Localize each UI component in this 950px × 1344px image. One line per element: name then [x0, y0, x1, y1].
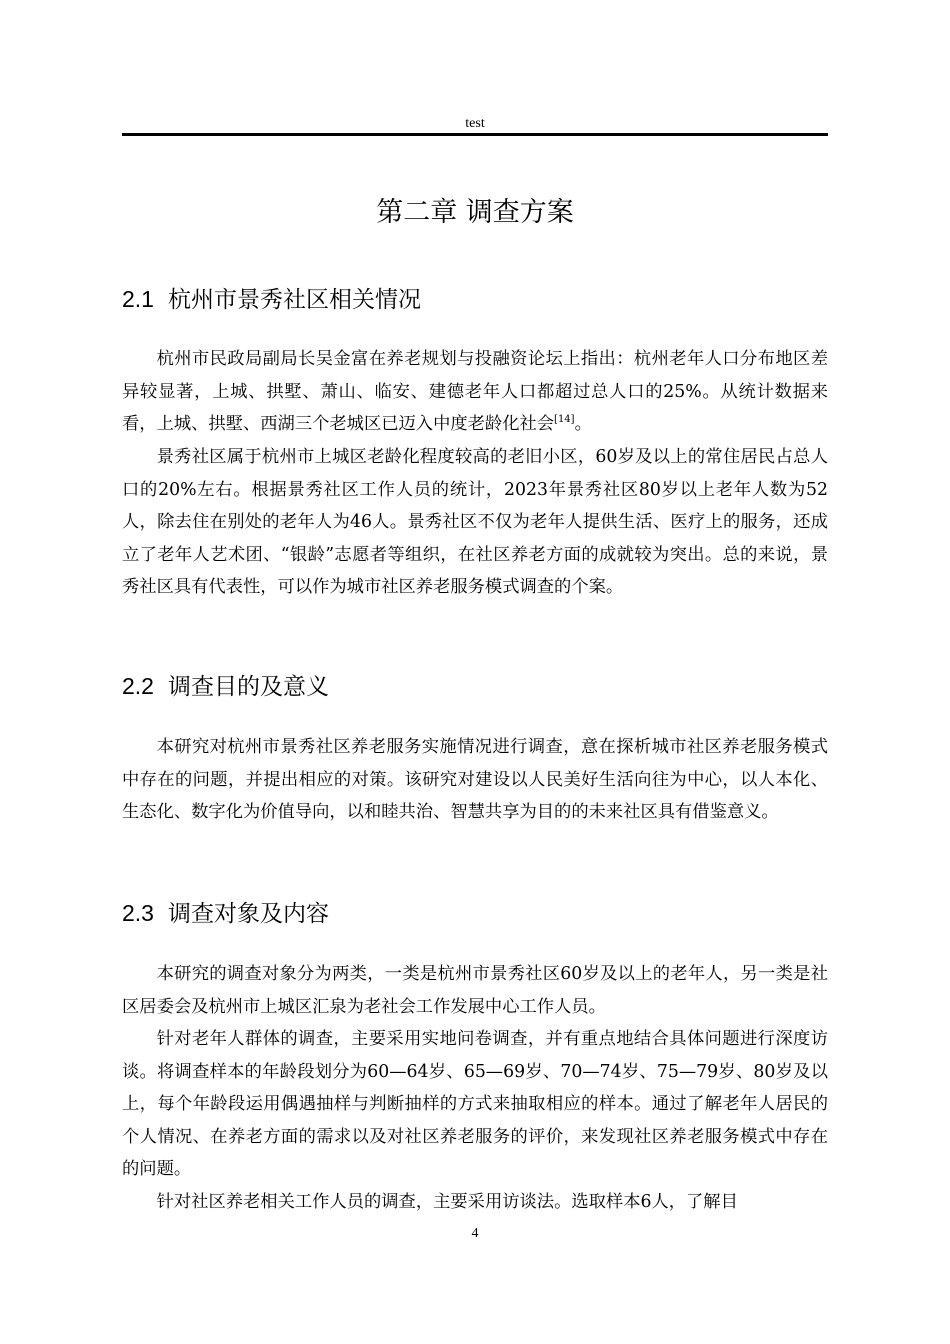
paragraph-text: 杭州市民政局副局长吴金富在养老规划与投融资论坛上指出：杭州老年人口分布地区差异较显著，上城、拱墅、萧山、临安、建德老年人口都超过总人口的25%。从统计数据来看，上城、拱墅、西湖三个老城区已迈入中度老龄化社会 — [122, 349, 828, 434]
section-heading-2-3 — [122, 895, 329, 928]
header-rule — [122, 133, 828, 136]
chapter-title: 第二章 调查方案 — [376, 197, 574, 228]
section-title-text: 调查对象及内容 — [167, 901, 329, 927]
section-number: 2.1 — [122, 286, 154, 312]
paragraph: 本研究对杭州市景秀社区养老服务实施情况进行调查，意在探析城市社区养老服务模式中存在的问题，并提出相应的对策。该研究对建设以人民美好生活向往为中心，以人本化、生态化、数字化为价值导向，以和睦共治、智慧共享为目的的未来社区具有借鉴意义。 — [122, 737, 828, 822]
page-number: 4 — [471, 1226, 479, 1241]
section-number: 2.2 — [122, 673, 154, 699]
section-title-text: 调查目的及意义 — [167, 674, 329, 700]
section-heading-2-2 — [122, 668, 329, 701]
paragraph — [122, 343, 828, 441]
paragraph: 景秀社区属于杭州市上城区老龄化程度较高的老旧小区，60岁及以上的常住居民占总人口的20%左右。根据景秀社区工作人员的统计，2023年景秀社区80岁以上老年人数为52人，除去住在别处的老年人为46人。景秀社区不仅为老年人提供生活、医疗上的服务，还成立了老年人艺术团、“银龄”志愿者等组织，在社区养老方面的成就较为突出。总的来说，景秀社区具有代表性，可以作为城市社区养老服务模式调查的个案。 — [122, 447, 828, 597]
section-number: 2.3 — [122, 900, 154, 926]
paragraph: 针对老年人群体的调查，主要采用实地问卷调查，并有重点地结合具体问题进行深度访谈。将调查样本的年龄段划分为60—64岁、65—69岁、70—74岁、75—79岁、80岁及以上，每个年龄段运用偶遇抽样与判断抽样的方式来抽取相应的样本。通过了解老年人居民的个人情况、在养老方面的需求以及对社区养老服务的评价，来发现社区养老服务模式中存在的问题。 — [122, 1029, 828, 1179]
citation-ref: [14] — [554, 414, 575, 425]
running-header: test — [465, 116, 485, 131]
paragraph-text-tail: 。 — [574, 414, 592, 434]
paragraph: 针对社区养老相关工作人员的调查，主要采用访谈法。选取样本6人，了解目 — [156, 1192, 738, 1212]
section-heading-2-1 — [122, 281, 421, 314]
section-title-text: 杭州市景秀社区相关情况 — [167, 287, 421, 313]
paragraph: 本研究的调查对象分为两类，一类是杭州市景秀社区60岁及以上的老年人，另一类是社区居委会及杭州市上城区汇泉为老社会工作发展中心工作人员。 — [122, 964, 828, 1017]
